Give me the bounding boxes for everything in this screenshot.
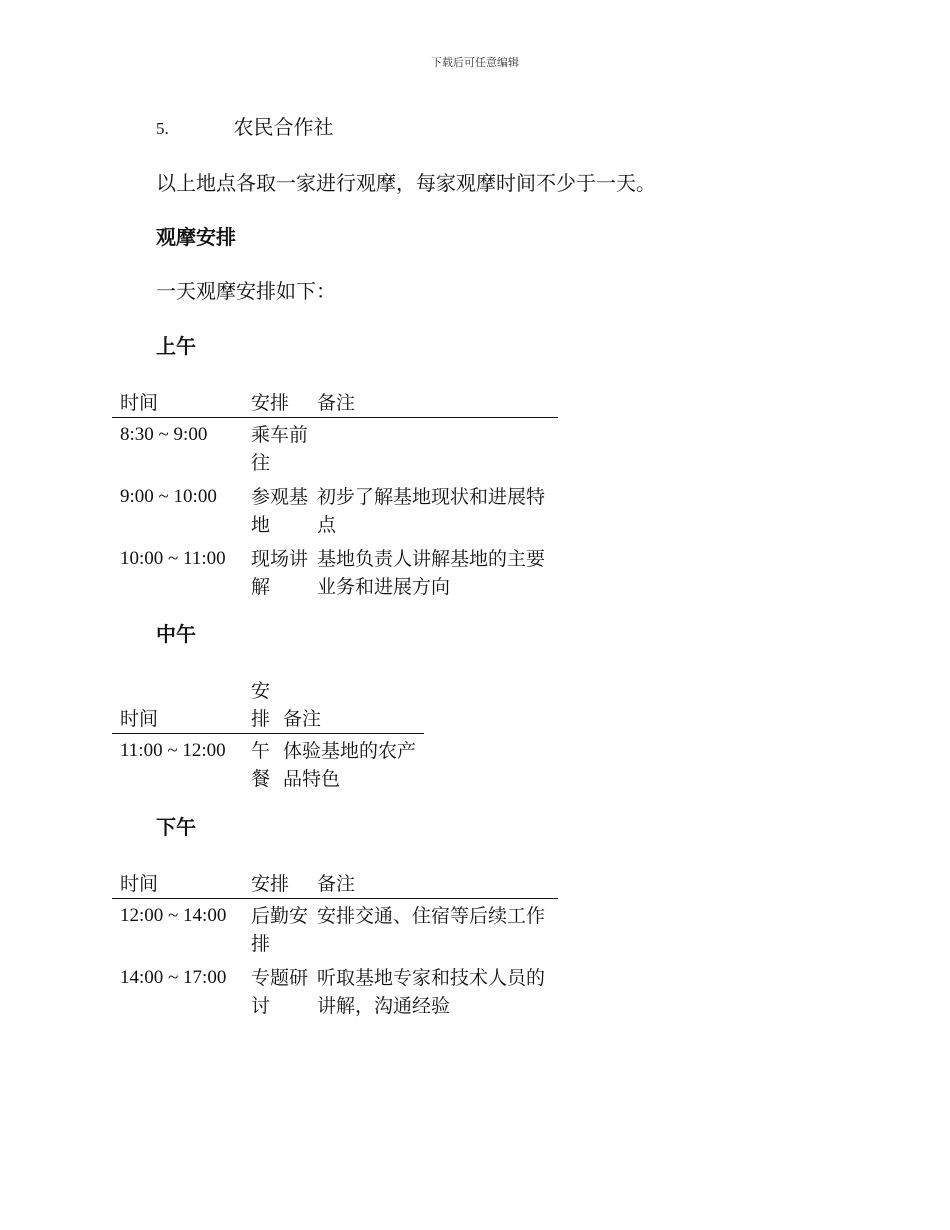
section-title: 观摩安排: [156, 225, 236, 249]
table-header-row: [112, 677, 424, 734]
row-notes: 体验基地的农产品特色: [283, 740, 417, 790]
intro-paragraph: 以上地点各取一家进行观摩，每家观摩时间不少于一天。: [156, 171, 656, 195]
column-header-time: 时间: [112, 870, 243, 899]
morning-title: 上午: [156, 334, 196, 358]
row-notes: 安排交通、住宿等后续工作: [317, 905, 546, 927]
table-row: [112, 734, 424, 800]
row-notes: 基地负责人讲解基地的主要业务和进展方向: [317, 548, 546, 598]
noon-title: 中午: [156, 622, 196, 646]
row-notes: 初步了解基地现状和进展特点: [317, 486, 546, 536]
row-time: 11:00 ~ 12:00: [120, 740, 226, 761]
column-header-notes: 备注: [309, 389, 558, 418]
column-header-notes: 备注: [275, 677, 424, 734]
column-header-arrangement: 安排: [243, 389, 309, 418]
row-arrangement: 午餐: [251, 740, 271, 790]
page-header: 下载后可任意编辑: [431, 56, 519, 69]
row-notes: [309, 418, 558, 484]
table-row: [112, 545, 558, 607]
table-header-row: [112, 870, 558, 899]
row-arrangement: 专题研讨: [251, 967, 309, 1017]
afternoon-title: 下午: [156, 815, 196, 839]
afternoon-table: [112, 870, 558, 1026]
row-time: 12:00 ~ 14:00: [120, 905, 227, 926]
row-time: 8:30 ~ 9:00: [120, 424, 208, 445]
table-row: [112, 899, 558, 965]
row-time: 10:00 ~ 11:00: [120, 548, 226, 569]
list-item-label: 农民合作社: [233, 115, 334, 139]
column-header-arrangement: 安排: [243, 677, 275, 734]
morning-table: [112, 389, 558, 607]
row-arrangement: 后勤安排: [251, 905, 309, 955]
row-arrangement: 乘车前往: [251, 424, 309, 474]
table-row: [112, 964, 558, 1026]
list-item: [156, 113, 333, 143]
list-item-number: 5.: [156, 119, 169, 138]
row-arrangement: 现场讲解: [251, 548, 309, 598]
table-row: [112, 483, 558, 545]
row-time: 14:00 ~ 17:00: [120, 967, 227, 988]
row-arrangement: 参观基地: [251, 486, 309, 536]
table-row: [112, 418, 558, 484]
table-header-row: [112, 389, 558, 418]
row-time: 9:00 ~ 10:00: [120, 486, 217, 507]
column-header-notes: 备注: [309, 870, 558, 899]
noon-table: [112, 677, 424, 799]
column-header-time: 时间: [112, 389, 243, 418]
column-header-time: 时间: [112, 677, 243, 734]
row-notes: 听取基地专家和技术人员的讲解，沟通经验: [317, 967, 546, 1017]
schedule-intro: 一天观摩安排如下：: [156, 279, 336, 303]
column-header-arrangement: 安排: [243, 870, 309, 899]
